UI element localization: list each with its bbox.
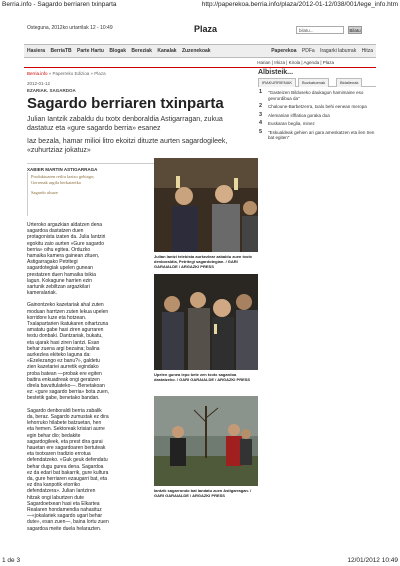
nav-item-zuzenekoak[interactable]: Zuzenekoak (181, 48, 211, 54)
article-photo[interactable] (154, 158, 258, 252)
photo-people-toast (154, 158, 258, 252)
list-item[interactable]: 2 Chaloune-Barbetzerra, txalo behi eenean meropa (259, 103, 367, 109)
section-title: Plaza (194, 24, 218, 34)
list-item[interactable]: 4 Euskaran beglia, minez (259, 120, 315, 126)
sub-nav[interactable]: Harian | Irkiza | Kirola | Agenda | Plaza (257, 60, 334, 65)
photo-block-1 (154, 158, 258, 269)
pull-quote-text: Produktuaren reiltu lazizo gehiago; Gerrenak argila berkatzetko (31, 174, 95, 185)
article-section: EZARIAK. SAGARDOA (27, 88, 76, 93)
print-footer (0, 556, 400, 566)
nav-right-items (267, 45, 373, 57)
list-item[interactable]: 3 Alemanian irlflatioa goraka doa (259, 111, 330, 118)
article-paragraph: Urteroko argazkian aldatzen dena sagardoa dastatzen duen protagonista izaten da. Julia Iantziri egokitu zaio aurten «Gure sagardo berria» oihu egitea. Orduzko hamaika kamera gainean zituen, Astigarragako Petritegi sagardotegiak upelen gunean prestatzen duen hamaika txikia lagun. Kokagune harrien ezin sartunik zebiltzan argazkilari kameralariak. (27, 222, 106, 297)
top-bar (24, 22, 376, 44)
sidebar-list (258, 90, 376, 141)
nav-item-kanalak[interactable]: Kanalak (157, 48, 177, 54)
article-paragraph: Gainontzeko kazetariak ahal zuten moduan harrtzen zuten lekua upelen korridore luze eta hotzean. Txalapartarien ikatukaren oihartzuna amatatu gabe hasi ziren agurraren testu donbaki. Dantzariak, bukatu, eta ujarak hasi ziren Iantzi. Esan behar zuena argi bezaina; balina aurkezlea ekiteko laguna da: «Ezelezango ez banu?», galdetu zien kazetariei aurretik egindako proba batean —probak ere egiten baitira enkuadreak ongi geratzen direla bavuttulatekо—. Benetakoan ez: «gure sagardo berria» bota zuen, bestetik gabe, benetako bandan. (27, 302, 109, 402)
breadcrumb-rest[interactable]: » Paperreko Edizioa » Plaza (48, 71, 106, 76)
pull-quote (27, 172, 109, 216)
article-paragraph: Sagardo denboraldi berria zabalik da, beraz. Sagardo zumustak ez dira lehorruko hilabete batzuetan, hen eta hemen. Sektoreak krisiari aurre egin behar dio; bedakite sagardogileek, eta prest dira garai hauetan ere sagardoaren bertuteak eta txotxaren tradizio errotua defendatzeko. «Guk geuk defendatu behar dugu gurea dena. Sagardoa ez da edari bat bakarrik, gure kultura da, gure herriaren ezaugarri bat, eta ez dira kanpotik etorriko defendatzera». Julian Iantziren hitzak ongi laburtzen dute Sagardoetxean hasi eta Elkartea Realaren hondamendia nahasituz —«jokalariek sagardo ugari behar dute», esan zuen—, baina lortu zuen sagardoa meite duela helarazten. (27, 407, 109, 532)
page (24, 22, 376, 68)
nav-item-hasiera[interactable]: Hasiera (27, 48, 46, 54)
photo-tree-planting (154, 396, 258, 486)
nav-items (27, 45, 215, 57)
nav-item-paperekoa[interactable]: Paperekoa (271, 48, 297, 54)
photo-caption: Julian Iantzi telebista aurkezlear zabaldu zuen txotx denboraldia, Petritegi sagardotegian. / GARI GARAIALDE / ARGAZKI PRESS (154, 254, 253, 269)
sidebar-most-read (258, 67, 376, 144)
article-date: 2012-01-12 (27, 81, 51, 86)
nav-item-pdfa[interactable]: PDFa (301, 48, 315, 54)
article-photo[interactable] (154, 274, 258, 370)
print-footer-timestamp: 12/01/2012 10:49 (347, 557, 398, 564)
article-header (27, 68, 249, 172)
print-header (0, 0, 400, 10)
breadcrumb (27, 71, 249, 76)
pull-quote-link[interactable]: Sagardo alsaze (31, 190, 58, 195)
search-button[interactable]: Bilatu (349, 28, 361, 33)
list-item[interactable]: 5 "Eskualdeak gehien ari gara ameskatzen eta ilen tren bat egiten" (259, 128, 375, 140)
nav-item-berriatb[interactable]: BerriaTB (50, 48, 72, 54)
article-photo[interactable] (154, 396, 258, 486)
photo-crowd (154, 274, 258, 370)
photo-block-2 (154, 274, 258, 382)
tab-bozkatuenak[interactable]: Bozkatuenak (298, 78, 329, 87)
print-footer-page: 1 de 3 (2, 557, 21, 564)
photo-caption: Iantzik sagarrondo bat landatu zuen Astigarragan. / GARI GARAIALDE / ARGAZKI PRESS (154, 488, 252, 498)
breadcrumb-home-link[interactable]: Berria.info (27, 71, 48, 76)
article-title: Sagardo berriaren txinparta (27, 95, 224, 112)
print-header-url: http://paperekoa.berria.info/plaza/2012-01-12/038/001/lege_info.htm (201, 1, 398, 8)
photo-block-3 (154, 396, 258, 498)
current-date: Osteguna, 2012ko urtarrilak 12 - 10:49 (27, 25, 113, 31)
article-text-column (27, 172, 109, 538)
print-header-title: Berria.info - Sagardo berriaren txinparta (2, 1, 117, 8)
tab-irakurrienak[interactable]: IRAKURRIENAK (258, 78, 296, 87)
article-body (27, 222, 109, 532)
sidebar-tabs (258, 78, 376, 87)
photo-caption: Upelen gunea lepo bete zen txotx sagardoa dastatzeko. / GARI GARAIALDE / ARGAZKI PRESS (154, 372, 251, 382)
nav-item-parte-hartu[interactable]: Parte Hartu (76, 48, 104, 54)
nav-item-iragarkiak[interactable]: Iragarki laburrak (320, 48, 357, 54)
nav-item-blogak[interactable]: Blogak (109, 48, 126, 54)
main-nav (24, 44, 376, 58)
article-lead: Julian Iantzik zabaldu du txotx denboraldia Astigarragan, zukua dastatuz eta «gure sagardo berria» esanez (27, 116, 223, 132)
nav-item-bereziak[interactable]: Bereziak (131, 48, 152, 54)
tab-bidalienak[interactable]: Bidalienak (336, 78, 362, 87)
list-item[interactable]: 1 "Gasteizen Bilduseko daukagun hamimaine eso gevrordibua da" (259, 89, 364, 101)
article-lead-secondary: Iaz bezala, hamar milioi litro ekoitzi dituzte aurten sagardogileek, «zuhurtziaz jokatuz» (27, 138, 228, 154)
search-input[interactable]: bilatu... (296, 26, 344, 34)
article-author: XABIER MARTIN ASTIGARRAGA (27, 163, 249, 172)
nav-item-hitza[interactable]: Hitza (361, 48, 373, 54)
sidebar-title: Albisteik... (258, 69, 294, 76)
